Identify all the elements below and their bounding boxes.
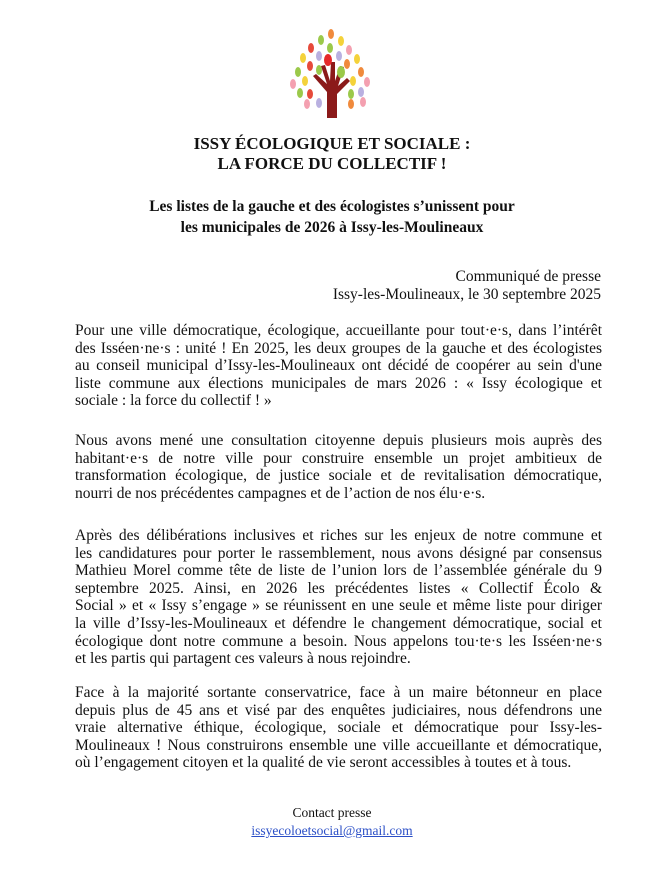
title-line: LA FORCE DU COLLECTIF ! bbox=[217, 154, 447, 173]
text-line: sociale : la force du collectif ! » bbox=[75, 392, 272, 410]
paragraph-1 bbox=[75, 322, 602, 410]
release-meta bbox=[333, 268, 601, 304]
text-line: Après des délibérations inclusives et riches sur les enjeux de notre commune et bbox=[75, 527, 602, 544]
release-type: Communiqué de presse bbox=[455, 268, 601, 285]
text-line: transformation écologique, de justice sociale et de revitalisation démocratique, bbox=[75, 467, 602, 485]
title-line: ISSY ÉCOLOGIQUE ET SOCIALE : bbox=[193, 134, 471, 153]
text-line: Moulineaux ! Nous construirons ensemble une ville accueillante et démocratique, bbox=[75, 736, 602, 754]
subtitle-line: les municipales de 2026 à Issy-les-Moulineaux bbox=[180, 219, 484, 236]
contact-email-link[interactable]: issyecoloetsocial@gmail.com bbox=[251, 823, 413, 838]
press-contact bbox=[0, 804, 664, 840]
text-line: où l’engagement citoyen et la qualité de vie seront accessibles à toutes et à tous. bbox=[75, 754, 572, 772]
paragraph-2 bbox=[75, 432, 602, 502]
text-line: liste commune aux élections municipales de mars 2026 : « Issy écologique et bbox=[75, 374, 602, 392]
document-title bbox=[0, 134, 664, 174]
release-place-date: Issy-les-Moulineaux, le 30 septembre 2025 bbox=[332, 286, 601, 303]
text-line: nourri de nos précédentes campagnes et de l’action de nos élu·e·s. bbox=[75, 484, 486, 502]
text-line: Nous avons mené une consultation citoyenne depuis plusieurs mois auprès des bbox=[75, 432, 602, 449]
text-line: habitant·e·s de notre ville pour construire ensemble un projet ambitieux de bbox=[75, 449, 602, 467]
text-line: Social » et « Issy s’engage » se réunissent en une seule et même liste pour diriger bbox=[75, 597, 602, 615]
text-line: au conseil municipal d’Issy-les-Moulineaux ont décidé de coopérer au sein d'une bbox=[75, 357, 602, 375]
paragraph-4 bbox=[75, 684, 602, 772]
text-line: et les partis qui partagent ces valeurs à nous rejoindre. bbox=[75, 650, 411, 668]
text-line: les candidatures pour porter le rassemblement, nous avons désigné par consensus bbox=[75, 544, 602, 562]
text-line: Face à la majorité sortante conservatrice, face à un maire bétonneur en place bbox=[75, 684, 602, 701]
text-line: septembre 2025. Ainsi, en 2026 les précédentes listes « Collectif Écolo & bbox=[75, 579, 602, 597]
text-line: depuis plus de 45 ans et visé par des enquêtes judiciaires, nous défendrons une bbox=[75, 701, 602, 719]
tree-hand-logo bbox=[283, 26, 378, 118]
text-line: Pour une ville démocratique, écologique, accueillante pour tout·e·s, dans l’intérêt bbox=[75, 322, 602, 339]
subtitle-line: Les listes de la gauche et des écologistes s’unissent pour bbox=[149, 198, 515, 215]
text-line: la ville d’Issy-les-Moulineaux et défendre le changement démocratique, social et bbox=[75, 614, 602, 632]
paragraph-3 bbox=[75, 527, 602, 668]
contact-label: Contact presse bbox=[292, 805, 372, 820]
text-line: Mathieu Morel comme tête de liste de l’union lors de l’assemblée générale du 9 bbox=[75, 562, 602, 580]
text-line: des Isséen·ne·s : unité ! En 2025, les deux groupes de la gauche et des écologistes bbox=[75, 339, 602, 357]
text-line: écologique dont notre commune a besoin. Nous appelons tou·te·s les Isséen·ne·s bbox=[75, 632, 602, 650]
text-line: vraie alternative éthique, écologique, sociale et démocratique pour Issy-les- bbox=[75, 719, 602, 737]
document-subtitle bbox=[0, 196, 664, 238]
